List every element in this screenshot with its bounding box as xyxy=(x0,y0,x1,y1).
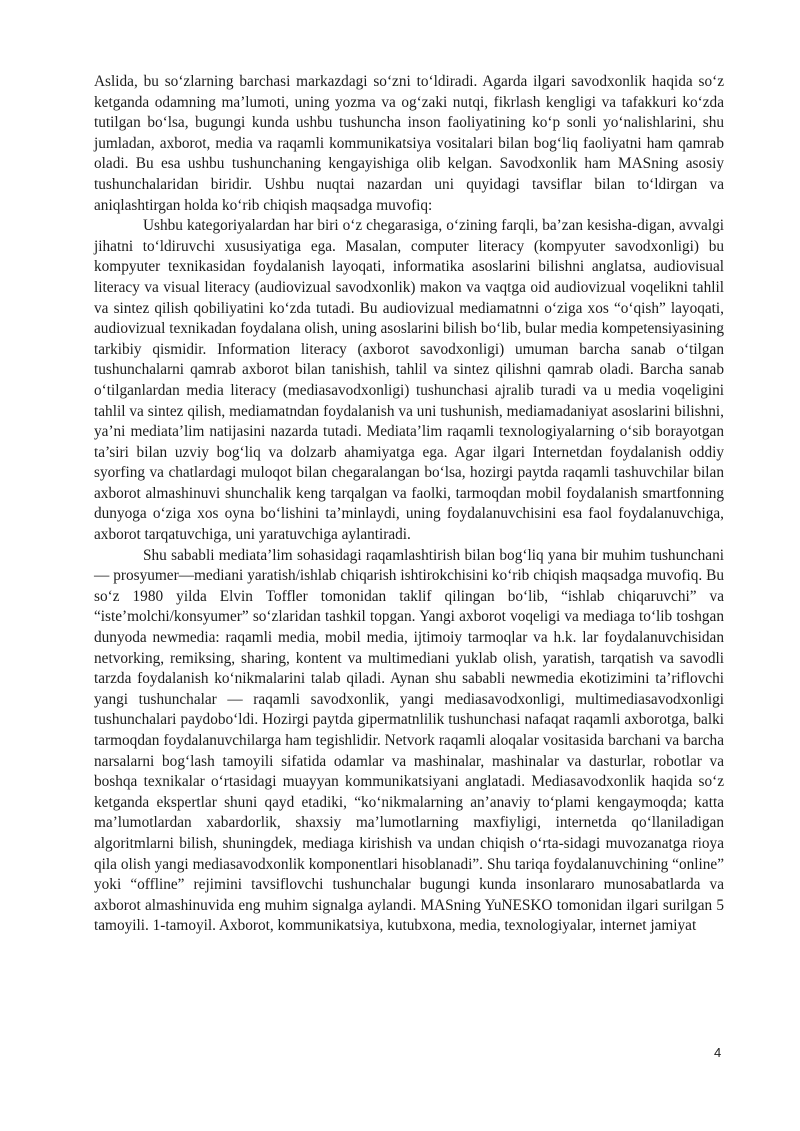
page-number: 4 xyxy=(714,1045,722,1060)
document-body xyxy=(94,72,724,937)
paragraph-intro: Aslida, bu so‘zlarning barchasi markazdagi so‘zni to‘ldiradi. Agarda ilgari savodxonlik haqida so‘z ketganda odamning ma’lumoti, uning yozma va og‘zaki nutqi, fikrlash kengligi va tafakkuri ko‘zda tutilgan bo‘lsa, bugungi kunda ushbu tushuncha inson faoliyatining ko‘p sonli yo‘nalishlarini, shu jumladan, axborot, media va raqamli kommunikatsiya vositalari bilan bog‘liq faoliyatni ham qamrab oladi. Bu esa ushbu tushunchaning kengayishiga olib kelgan. Savodxonlik ham MASning asosiy tushunchalaridan biridir. Ushbu nuqtai nazardan uni quyidagi tavsiflar bilan to‘ldirgan va aniqlashtirgan holda ko‘rib chiqish maqsadga muvofiq: xyxy=(94,73,724,214)
paragraph-prosumer: Shu sababli mediata’lim sohasidagi raqamlashtirish bilan bog‘liq yana bir muhim tushunchani — prosyumer—mediani yaratish/ishlab chiqarish ishtirokchisini ko‘rib chiqish maqsadga muvofiq. Bu so‘z 1980 yilda Elvin Toffler tomonidan taklif qilingan bo‘lib, “ishlab chiqaruvchi” va “iste’molchi/konsyumer” so‘zlaridan tashkil topgan. Yangi axborot voqeligi va mediaga to‘lib toshgan dunyoda newmedia: raqamli media, mobil media, ijtimoiy tarmoqlar va h.k. lar foydalanuvchisidan netvorking, remiksing, sharing, kontent va multimediani yuklab olish, yaratish, tarqatish va savodli tarzda foydalanish ko‘nikmalarini talab qiladi. Aynan shu sababli newmedia ekotizimini ta’riflovchi yangi tushunchalar — raqamli savodxonlik, yangi mediasavodxonligi, multimediasavodxonligi tushunchalari paydobo‘ldi. Hozirgi paytda gipermatnlilik tushunchasi nafaqat raqamli axborotga, balki tarmoqdan foydalanuvchilarga ham tegishlidir. Netvork raqamli aloqalar vositasida barchani va barcha narsalarni bog‘lash tamoyili sifatida odamlar va mashinalar, mashinalar va dasturlar, robotlar va boshqa texnikalar o‘rtasidagi muayyan kommunikatsiyani anglatadi. Mediasavodxonlik haqida so‘z ketganda ekspertlar shuni qayd etadiki, “ko‘nikmalarning an’anaviy to‘plami kengaymoqda; katta ma’lumotlardan xabardorlik, shaxsiy ma’lumotlarning maxfiyligi, internetda qo‘llaniladigan algoritmlarni bilish, shuningdek, mediaga kirishish va undan chiqish o‘rta-sidagi muvozanatga rioya qila olish yangi mediasavodxonlik komponentlari hisoblanadi”. Shu tariqa foydalanuvchining “online” yoki “offline” rejimini tavsiflovchi tushunchalar bugungi kunda insonlararo munosabatlarda va axborot almashinuvida eng muhim signalga aylandi. MASning YuNESKO tomonidan ilgari surilgan 5 tamoyili. 1-tamoyil. Axborot, kommunikatsiya, kutubxona, media, texnologiyalar, internet jamiyat xyxy=(94,546,724,935)
paragraph-categories: Ushbu kategoriyalardan har biri o‘z chegarasiga, o‘zining farqli, ba’zan kesisha-digan, avvalgi jihatni to‘ldiruvchi xususiyatiga ega. Masalan, computer literacy (kompyuter savodxonligi) bu kompyuter texnikasidan foydalanish layoqati, informatika asoslarini bilishni anglatsa, audiovisual literacy va visual literacy (audiovizual savodxonlik) makon va vaqtga oid audiovizual voqelikni tahlil va sintez qilish qobiliyatini ko‘zda tutadi. Bu audiovizual mediamatnni o‘ziga xos “o‘qish” layoqati, audiovizual texnikadan foydalana olish, uning asoslarini bilish bo‘lib, bular media kompetensiyasining tarkibiy qismidir. Information literacy (axborot savodxonligi) umuman barcha sanab o‘tilgan tushunchalarni qamrab axborot bilan tanishish, tahlil va sintez qilishni qamrab oladi. Barcha sanab o‘tilganlardan media literacy (mediasavodxonligi) tushunchasi ajralib turadi va u media voqeligini tahlil va sintez qilish, mediamatndan foydalanish va uni tushunish, mediamadaniyat asoslarini bilishni, ya’ni mediata’lim natijasini nazarda tutadi. Mediata’lim raqamli texnologiyalarning o‘sib borayotgan ta’siri bilan uzviy bog‘liq va dolzarb ahamiyatga ega. Agar ilgari Internetdan foydalanish oddiy syorfing va chatlardagi muloqot bilan chegaralangan bo‘lsa, hozirgi paytda raqamli tashuvchilar bilan axborot almashinuvi shunchalik keng tarqalgan va faolki, tarmoqdan mobil foydalanish smartfonning dunyoga o‘ziga xos oyna bo‘lishini ta’minlaydi, uning foydalanuvchisini esa faol foydalanuvchiga, axborot tarqatuvchiga, uni yaratuvchiga aylantiradi. xyxy=(94,217,724,544)
